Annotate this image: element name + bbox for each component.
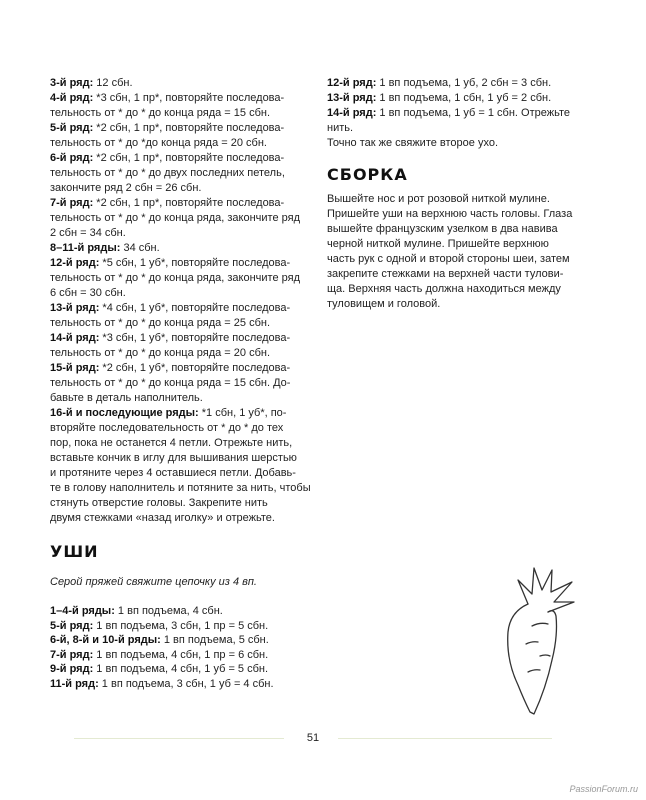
footer-rule-right (338, 738, 552, 739)
ear-row-instruction: 14-й ряд: 1 вп подъема, 1 уб = 1 сбн. Отрежьте (327, 107, 571, 119)
footer-rule-left (74, 738, 284, 739)
row-instruction: 15-й ряд: *2 сбн, 1 уб*, повторяйте последова- (50, 362, 291, 374)
row-instruction: и протяните через 4 оставшиеся петли. Добавь- (50, 467, 296, 479)
ear-row-instruction-label: 13-й ряд: (327, 92, 377, 104)
row-instruction-label: 15-й ряд: (50, 362, 100, 374)
ear-row-instruction: 9-й ряд: 1 вп подъема, 4 сбн, 1 уб = 5 сбн. (50, 663, 269, 676)
page-number: 51 (306, 732, 320, 744)
row-instruction: 8–11-й ряды: 34 сбн. (50, 242, 160, 254)
assembly-line: туловищем и головой. (327, 298, 441, 310)
row-instruction: тельность от * до * до конца ряда = 25 сбн. (50, 317, 271, 329)
ear-row-instruction: 12-й ряд: 1 вп подъема, 1 уб, 2 сбн = 3 сбн. (327, 77, 552, 89)
row-instruction: 2 сбн = 34 сбн. (50, 227, 126, 239)
assembly-line: Вышейте нос и рот розовой ниткой мулине. (327, 193, 550, 205)
row-instruction: 16-й и последующие ряды: *1 сбн, 1 уб*, по- (50, 407, 287, 419)
closing-line: Точно так же свяжите второе ухо. (327, 137, 499, 149)
ear-row-instruction: нить. (327, 122, 354, 134)
row-instruction-label: 7-й ряд: (50, 197, 94, 209)
row-instruction: пор, пока не останется 4 петли. Отрежьте нить, (50, 437, 293, 449)
ear-row-instruction-label: 12-й ряд: (327, 77, 377, 89)
carrot-illustration (488, 560, 588, 720)
row-instruction-label: 5-й ряд: (50, 122, 94, 134)
row-instruction-label: 8–11-й ряды: (50, 242, 121, 254)
row-instruction: вторяйте последовательность от * до * до тех (50, 422, 284, 434)
row-instruction: 4-й ряд: *3 сбн, 1 пр*, повторяйте последова- (50, 92, 285, 104)
ear-row-instruction-label: 9-й ряд: (50, 663, 94, 676)
ear-row-instruction: 5-й ряд: 1 вп подъема, 3 сбн, 1 пр = 5 сбн. (50, 619, 269, 632)
row-instruction: тельность от * до * до конца ряда, закончите ряд (50, 212, 300, 224)
ear-row-instruction: 7-й ряд: 1 вп подъема, 4 сбн, 1 пр = 6 сбн. (50, 648, 269, 661)
ear-row-instruction: 1–4-й ряды: 1 вп подъема, 4 сбн. (50, 605, 223, 617)
row-instruction-label: 6-й ряд: (50, 152, 94, 164)
row-instruction: тельность от * до *до конца ряда = 20 сбн. (50, 137, 267, 149)
row-instruction: 6 сбн = 30 сбн. (50, 287, 126, 299)
row-instruction: те в голову наполнитель и потяните за нить, чтобы (50, 482, 311, 494)
ear-row-instruction-label: 1–4-й ряды: (50, 605, 115, 617)
assembly-line: ща. Верхняя часть должна находиться между (327, 283, 561, 295)
right-column (327, 76, 589, 312)
row-instruction: тельность от * до * до конца ряда = 15 сбн. (50, 107, 271, 119)
assembly-line: черной ниткой мулине. Пришейте верхнюю (327, 238, 549, 250)
row-instruction: 14-й ряд: *3 сбн, 1 уб*, повторяйте последова- (50, 332, 291, 344)
row-instruction: 13-й ряд: *4 сбн, 1 уб*, повторяйте последова- (50, 302, 291, 314)
ear-row-instruction: 11-й ряд: 1 вп подъема, 3 сбн, 1 уб = 4 сбн. (50, 677, 274, 690)
row-instruction-label: 12-й ряд: (50, 257, 100, 269)
row-instruction-label: 14-й ряд: (50, 332, 100, 344)
row-instruction: бавьте в деталь наполнитель. (50, 392, 203, 404)
site-watermark: PassionForum.ru (569, 784, 638, 794)
row-instruction: 5-й ряд: *2 сбн, 1 пр*, повторяйте последова- (50, 122, 285, 134)
assembly-heading: СБОРКА (327, 165, 408, 184)
row-instruction-label: 13-й ряд: (50, 302, 100, 314)
row-instruction: двумя стежками «назад иголку» и отрежьте. (50, 512, 275, 524)
row-instruction-label: 3-й ряд: (50, 77, 94, 89)
row-instruction: 3-й ряд: 12 сбн. (50, 77, 133, 89)
assembly-line: часть рук с одной и второй стороны шеи, затем (327, 253, 570, 265)
row-instruction: тельность от * до * до конца ряда = 15 сбн. До- (50, 377, 291, 389)
row-instruction-label: 16-й и последующие ряды: (50, 407, 199, 419)
ears-intro: Серой пряжей свяжите цепочку из 4 вп. (50, 576, 257, 588)
row-instruction: тельность от * до * до двух последних петель, (50, 167, 285, 179)
right-rows (327, 76, 589, 136)
row-instruction: стянуть отверстие головы. Закрепите нить (50, 497, 268, 509)
assembly-line: закрепите стежками на верхней части тулови- (327, 268, 564, 280)
ear-row-instruction-label: 6-й, 8-й и 10-й ряды: (50, 634, 161, 647)
row-instruction: закончите ряд 2 сбн = 26 сбн. (50, 182, 202, 194)
ear-row-instruction: 13-й ряд: 1 вп подъема, 1 сбн, 1 уб = 2 сбн. (327, 92, 552, 104)
row-instruction: 7-й ряд: *2 сбн, 1 пр*, повторяйте последова- (50, 197, 285, 209)
ears-heading: УШИ (50, 542, 99, 561)
row-instruction: тельность от * до * до конца ряда = 20 сбн. (50, 347, 271, 359)
row-instruction: 6-й ряд: *2 сбн, 1 пр*, повторяйте последова- (50, 152, 285, 164)
ear-row-instruction-label: 11-й ряд: (50, 677, 99, 690)
row-instruction-label: 4-й ряд: (50, 92, 94, 104)
left-column (50, 76, 311, 526)
ear-row-instruction-label: 7-й ряд: (50, 648, 94, 661)
ear-row-instruction-label: 14-й ряд: (327, 107, 377, 119)
row-instruction: вставьте кончик в иглу для вышивания шерстью (50, 452, 297, 464)
row-instruction: 12-й ряд: *5 сбн, 1 уб*, повторяйте последова- (50, 257, 291, 269)
ear-row-instruction-label: 5-й ряд: (50, 619, 94, 632)
ears-rows (50, 604, 274, 692)
row-instruction: тельность от * до * до конца ряда, закончите ряд (50, 272, 300, 284)
assembly-text (327, 192, 589, 312)
assembly-line: вышейте французским узелком в два навива (327, 223, 558, 235)
ear-row-instruction: 6-й, 8-й и 10-й ряды: 1 вп подъема, 5 сбн. (50, 634, 269, 647)
assembly-line: Пришейте уши на верхнюю часть головы. Глаза (327, 208, 573, 220)
